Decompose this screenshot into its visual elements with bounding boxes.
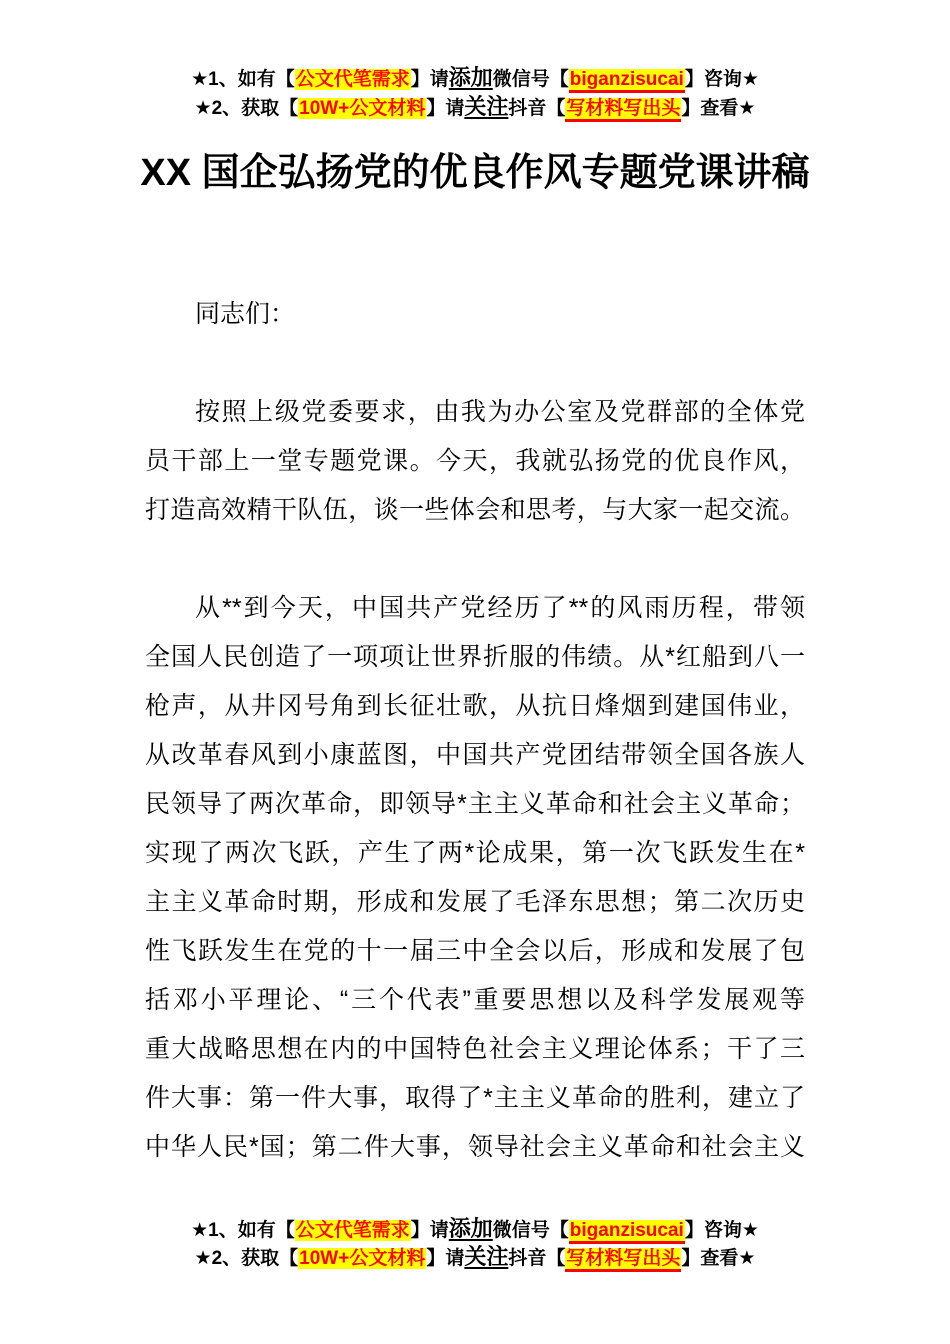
document-body [145, 290, 805, 1221]
promo-segment: 抖音【 [508, 98, 566, 119]
text-line: 同志们： [195, 300, 296, 328]
text-line: 员干部上一堂专题党课。今天，我就弘扬党的优良作风， [145, 447, 805, 475]
promo-segment: ★1、如有【 [191, 1220, 295, 1241]
promo-segment: 】请 [410, 1220, 449, 1241]
promo-segment: 微信号【 [492, 1220, 569, 1241]
promo-segment: 】咨询★ [684, 1220, 759, 1241]
promo-segment: biganzisucai [569, 1220, 685, 1244]
promo-segment: 】请 [426, 1248, 465, 1269]
promo-segment: ★2、获取【 [194, 1248, 299, 1269]
footer-promo [0, 1216, 950, 1272]
paragraph [145, 290, 805, 339]
promo-segment: 】查看★ [681, 98, 756, 119]
promo-segment: 添加 [448, 65, 493, 90]
promo-segment: 公文代笔需求 [295, 1220, 410, 1241]
page-title: XX 国企弘扬党的优良作风专题党课讲稿 [140, 152, 810, 194]
header-promo-line-2 [0, 93, 950, 122]
promo-segment: 10W+公文材料 [299, 98, 426, 119]
promo-segment: 】请 [410, 69, 449, 90]
promo-segment: 10W+公文材料 [299, 1248, 426, 1269]
header-promo-line-1 [0, 64, 950, 93]
text-line: 件大事：第一件大事，取得了*主主义革命的胜利，建立了 [145, 1084, 805, 1112]
promo-segment: 抖音【 [508, 1248, 566, 1269]
promo-segment: 写材料写出头 [565, 1248, 681, 1272]
promo-segment: ★2、获取【 [194, 98, 299, 119]
text-line: 性飞跃发生在党的十一届三中全会以后，形成和发展了包 [145, 937, 805, 965]
promo-segment: 】咨询★ [684, 69, 759, 90]
text-line: 从改革春风到小康蓝图，中国共产党团结带领全国各族人 [145, 741, 805, 769]
text-line: 全国人民创造了一项项让世界折服的伟绩。从*红船到八一 [145, 643, 805, 671]
text-line: 民领导了两次革命，即领导*主主义革命和社会主义革命； [145, 790, 805, 818]
text-line: 括邓小平理论、“三个代表”重要思想以及科学发展观等 [145, 986, 805, 1014]
text-line: 打造高效精干队伍，谈一些体会和思考，与大家一起交流。 [145, 496, 805, 524]
text-line: 实现了两次飞跃，产生了两*论成果，第一次飞跃发生在* [145, 839, 805, 867]
text-line: 主主义革命时期，形成和发展了毛泽东思想；第二次历史 [145, 888, 805, 916]
promo-segment: 写材料写出头 [565, 98, 681, 122]
promo-segment: biganzisucai [569, 69, 685, 93]
promo-segment: 关注 [464, 1244, 509, 1269]
promo-segment: 】请 [426, 98, 465, 119]
paragraph [145, 584, 805, 1172]
promo-segment: ★1、如有【 [191, 69, 295, 90]
promo-segment: 】查看★ [681, 1248, 756, 1269]
text-line: 按照上级党委要求，由我为办公室及党群部的全体党 [195, 398, 805, 426]
paragraph [145, 388, 805, 535]
header-promo [0, 64, 950, 122]
text-line: 重大战略思想在内的中国特色社会主义理论体系；干了三 [145, 1035, 805, 1063]
promo-segment: 关注 [464, 94, 509, 119]
promo-segment: 添加 [448, 1216, 493, 1241]
text-line: 枪声，从井冈号角到长征壮歌，从抗日烽烟到建国伟业， [145, 692, 805, 720]
promo-segment: 公文代笔需求 [295, 69, 410, 90]
footer-promo-line-2 [0, 1244, 950, 1272]
promo-segment: 微信号【 [492, 69, 569, 90]
footer-promo-line-1 [0, 1216, 950, 1244]
text-line: 从**到今天，中国共产党经历了**的风雨历程，带领 [195, 594, 805, 622]
text-line: 中华人民*国；第二件大事，领导社会主义革命和社会主义 [145, 1133, 805, 1161]
